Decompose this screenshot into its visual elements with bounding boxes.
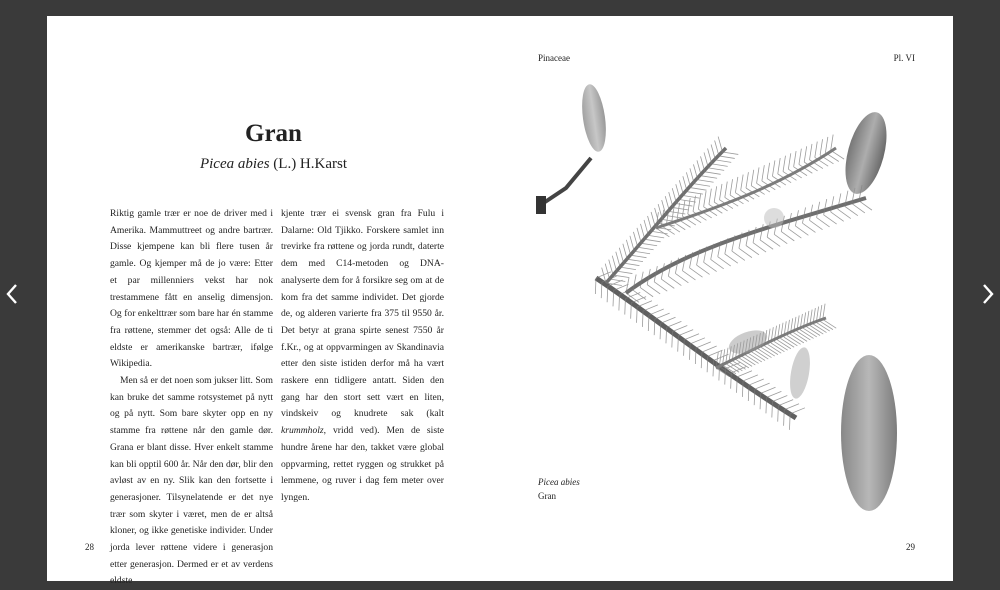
paragraph-3-part-1: kjente trær ei svensk gran fra Fulu i Dalarne: Old Tjikko. Forskere samlet inn trevirke fra røttene og jorda rundt, daterte dem med C14-metoden og DNA-analyserte dem for å forsikre seg om at de kom fra det samme individet. Det gjorde de, og alderen varierte fra 375 til 9550 år. Det betyr at grana spirte senest 7550 år f.Kr., og at oppvarmingen av Skandinavia etter den siste istiden derfor må ha vært raskere enn tidligere antatt. Siden den gang har den stort sett vært en liten, vindskeiv og knudrete sak (kalt bbox=[281, 208, 444, 420]
text-column-1 bbox=[110, 206, 273, 590]
spruce-branch-xray-illustration bbox=[536, 78, 936, 518]
article-subtitle bbox=[47, 156, 500, 173]
chevron-right-icon bbox=[981, 283, 995, 305]
author-citation: (L.) H.Karst bbox=[269, 156, 348, 172]
running-head-plate: Pl. VI bbox=[893, 53, 915, 63]
term-krummholz: krummholz bbox=[281, 425, 324, 437]
chevron-left-icon bbox=[5, 283, 19, 305]
paragraph-2: Men så er det noen som jukser litt. Som kan bruke det samme rotsystemet på nytt og på nytt. Som bare skyter opp en ny stamme fra røttene når den gamle dør. Grana er blant disse. Hver enkelt stamme kan bli opptil 600 år. Når den dør, blir den avløst av en ny. Slik kan den fortsette i generasjoner. Tilsynelatende er det nye trær som skyter i været, men de er altså kloner, og ikke genetiske individer. Under jorda lever røttene videre i generasjon etter generasjon. Dermed er et av verdens eldste bbox=[110, 375, 273, 587]
page-number-right: 29 bbox=[906, 542, 915, 552]
running-head-family: Pinaceae bbox=[538, 53, 570, 63]
paragraph-1: Riktig gamle trær er noe de driver med i Amerika. Mammuttreet og andre bartrær. Disse kjempene kan bli flere tusen år gamle. Og kjemper må de jo være: Etter et par millenniers vekst har nok trestammene fått en anselig dimensjon. Og for enkelttrær som bare har én stamme fra røttene, stemmer det også: Alle de ti eldste er amerikanske bartrær, ifølge Wikipedia. bbox=[110, 208, 273, 370]
paragraph-3-part-2: , vridd ved). Men de siste hundre årene har den, takket være global oppvarming, rettet ryggen og strukket på lemmene, og ruver i dag fem meter over lyngen. bbox=[281, 425, 444, 503]
plate-caption bbox=[538, 475, 580, 503]
right-page bbox=[500, 16, 953, 581]
book-spread bbox=[47, 16, 953, 587]
previous-page-button[interactable] bbox=[0, 283, 24, 311]
article-title: Gran bbox=[245, 120, 302, 147]
caption-common-name: Gran bbox=[538, 491, 556, 501]
left-page bbox=[47, 16, 500, 587]
text-column-2 bbox=[281, 206, 444, 507]
page-number-left: 28 bbox=[85, 542, 94, 552]
paragraph-3 bbox=[281, 206, 444, 507]
next-page-button[interactable] bbox=[976, 283, 1000, 311]
caption-latin-name: Picea abies bbox=[538, 477, 580, 487]
latin-name: Picea abies bbox=[199, 156, 270, 172]
